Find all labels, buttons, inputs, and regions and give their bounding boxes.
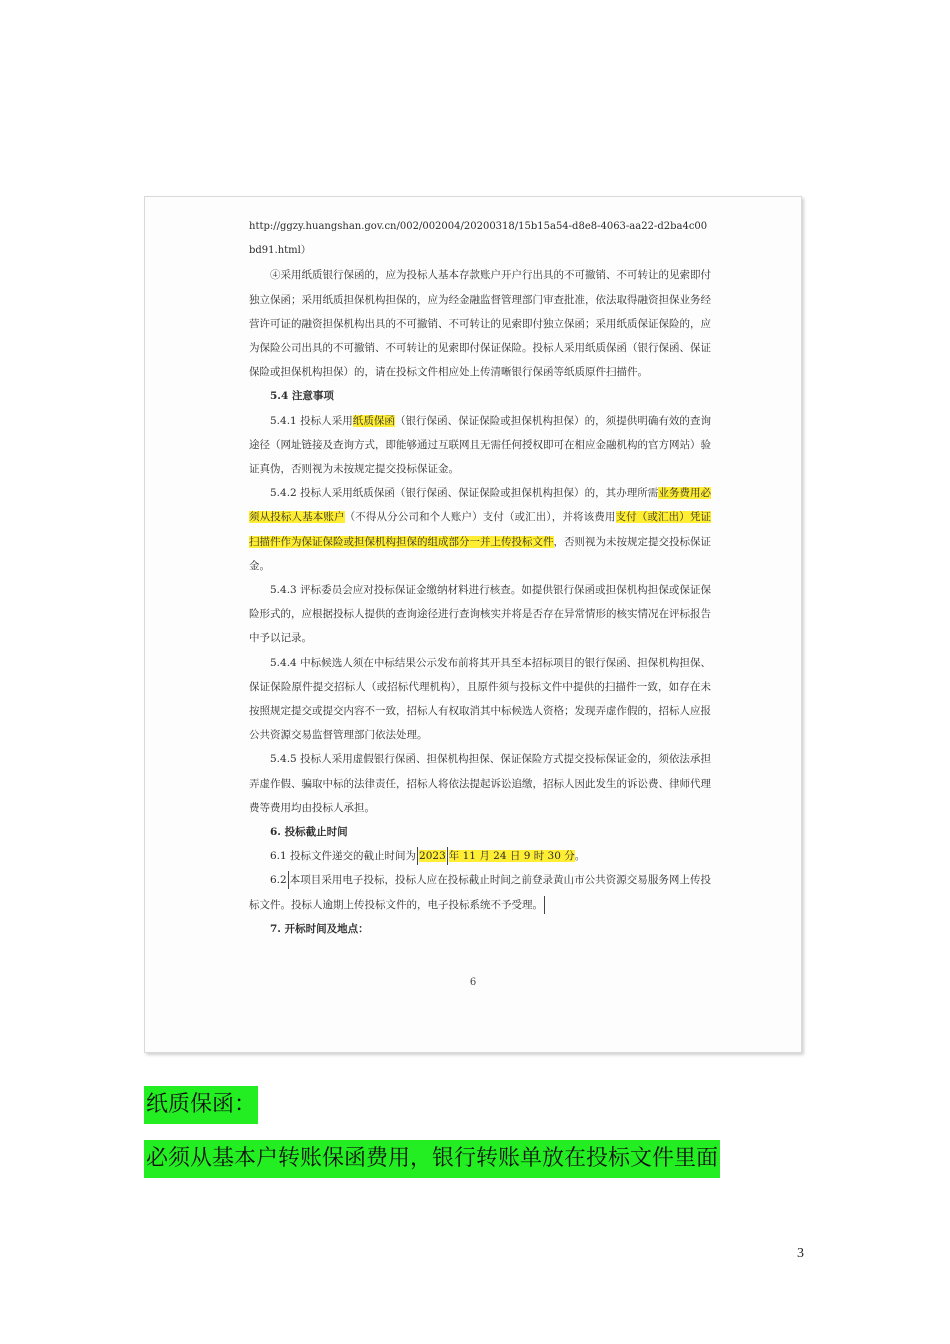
text-cursor-mark — [417, 847, 418, 865]
text-span: （不得从分公司和个人账户）支付（或汇出），并将该费用 — [344, 511, 616, 524]
text-span: 5.4.1 投标人采用 — [270, 414, 353, 427]
annotation-basic-account-transfer: 必须从基本户转账保函费用，银行转账单放在投标文件里面 — [144, 1140, 720, 1178]
heading-7: 7. 开标时间及地点： — [270, 922, 369, 935]
highlight-upload-voucher: 支付（或汇出）凭证扫描件作为保证保险或担保机构担保的组成部分一并上传投标文件 — [249, 511, 712, 548]
heading-6: 6. 投标截止时间 — [270, 826, 348, 839]
paragraph-5-4-5: 5.4.5 投标人采用虚假银行保函、担保机构担保、保证保险方式提交投标保证金的，须依法承担弄虚作假、骗取中标的法律责任，招标人将依法提起诉讼追缴，招标人因此发生的诉讼费、律师代理费等费用均由投标人承担。 — [249, 753, 711, 814]
paragraph-6-1 — [249, 844, 711, 868]
scanned-document-page — [144, 196, 802, 1053]
highlight-paper-guarantee: 纸质保函 — [352, 414, 395, 427]
scan-page-number: 6 — [469, 977, 477, 988]
paragraph-6-2 — [249, 868, 711, 916]
heading-5-4: 5.4 注意事项 — [270, 390, 334, 403]
text-span: 6.1 投标文件递交的截止时间为 — [270, 850, 417, 863]
highlight-basic-account: 业务费用必须从投标人基本账户 — [249, 487, 711, 524]
text-cursor-mark — [288, 871, 289, 889]
url-line: http://ggzy.huangshan.gov.cn/002/002004/20200318/15b15a54-d8e8-4063-aa22-d2ba4c00bd91.html） — [249, 221, 708, 257]
paragraph-5-4-4: 5.4.4 中标候选人须在中标结果公示发布前将其开具至本招标项目的银行保函、担保机构担保、保证保险原件提交招标人（或招标代理机构），且原件须与投标文件中提供的扫描件一致，如存在未按照规定提交或提交内容不一致，招标人有权取消其中标候选人资格；发现弄虚作假的，招标人应报公共资源交易监督管理部门依法处理。 — [249, 656, 711, 742]
text-span: ，否则视为未按规定提交投标保证金。 — [249, 535, 711, 572]
paragraph-4: ④采用纸质银行保函的，应为投标人基本存款账户开户行出具的不可撤销、不可转让的见索即付独立保函；采用纸质担保机构担保的，应为经金融监督管理部门审查批准，依法取得融资担保业务经营许可证的融资担保机构出具的不可撤销、不可转让的见索即付独立保函；采用纸质保证保险的，应为保险公司出具的不可撤销、不可转让的见索即付保证保险。投标人采用纸质保函（银行保函、保证保险或担保机构担保）的，请在投标文件相应处上传清晰银行保函等纸质原件扫描件。 — [249, 269, 711, 379]
page-number: 3 — [797, 1246, 804, 1261]
scanned-text-body — [249, 215, 711, 941]
text-cursor-mark — [447, 847, 448, 865]
highlight-deadline-date: 年 11 月 24 日 9 时 30 分 — [448, 850, 575, 863]
text-span: 。 — [574, 850, 586, 863]
paragraph-5-4-1 — [249, 409, 711, 482]
text-span: 6.2 — [270, 874, 287, 887]
annotation-paper-guarantee: 纸质保函： — [144, 1086, 258, 1124]
highlight-deadline-year: 2023 — [419, 850, 446, 863]
text-span: （银行保函、保证保险或担保机构担保）的，须提供明确有效的查询途径（网址链接及查询方式，即能够通过互联网且无需任何授权即可在相应金融机构的官方网站）验证真伪，否则视为未按规定提交投标保证金。 — [249, 414, 712, 476]
paragraph-5-4-2 — [249, 481, 711, 578]
paragraph-5-4-3: 5.4.3 评标委员会应对投标保证金缴纳材料进行核查。如提供银行保函或担保机构担保或保证保险形式的，应根据投标人提供的查询途径进行查询核实并将是否存在异常情形的核实情况在评标报告中予以记录。 — [249, 584, 711, 645]
text-span: 本项目采用电子投标，投标人应在投标截止时间之前登录黄山市公共资源交易服务网上传投标文件。投标人逾期上传投标文件的，电子投标系统不予受理。 — [249, 874, 711, 911]
text-span: 5.4.2 投标人采用纸质保函（银行保函、保证保险或担保机构担保）的，其办理所需 — [270, 487, 659, 500]
text-cursor-mark — [544, 896, 545, 914]
